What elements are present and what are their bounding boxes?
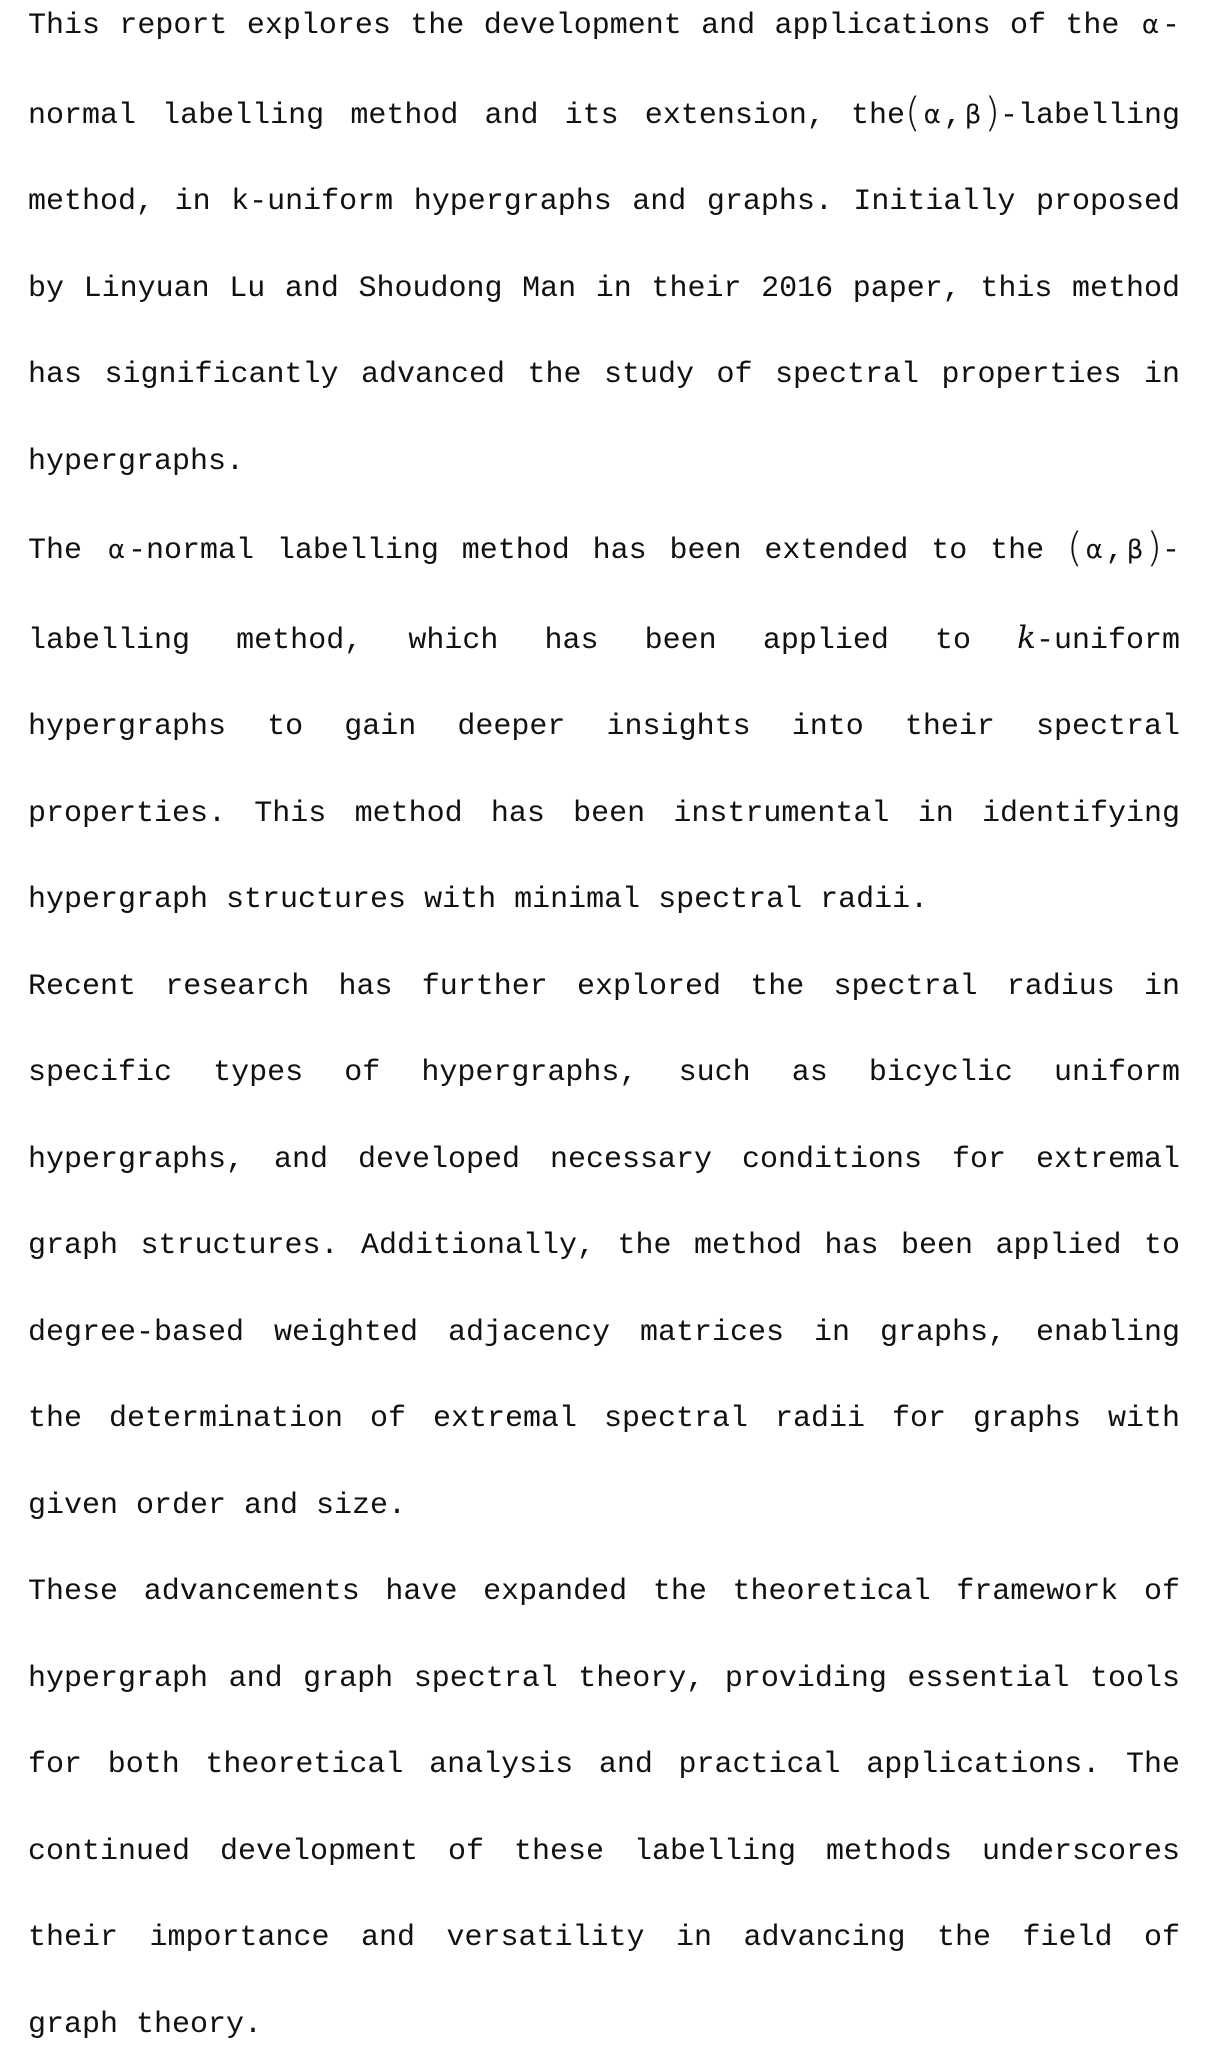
comma: , [943, 98, 962, 133]
comma: , [1105, 534, 1124, 568]
text-run: -labelling method, in [28, 98, 1180, 219]
alpha-symbol: α [1141, 10, 1159, 40]
beta-symbol: β [1126, 535, 1144, 565]
k-variable: k [1017, 619, 1036, 656]
text-run: -labelling method, which has been applied to [28, 534, 1180, 658]
alpha-symbol: α [923, 99, 941, 130]
open-paren: ( [1067, 525, 1083, 571]
text-run: -normal labelling method and its extension, the [28, 9, 1180, 133]
beta-symbol: β [964, 99, 982, 130]
k-variable: k [231, 185, 250, 219]
text-run: This report explores the development and applications of the [28, 9, 1139, 43]
paragraph-3: Recent research has further explored the spectral radius in specific types of hypergraphs, such as bicyclic uniform hypergraphs, and developed necessary conditions for extremal graph structures. Additionally, the method has been applied to degree-based weighted adjacency matrices in graphs, enabling the determination of extremal spectral radii for graphs with given order and size. [28, 969, 1180, 1523]
text-run: The [28, 534, 105, 568]
alpha-symbol: α [107, 535, 126, 565]
paragraph-4: These advancements have expanded the theoretical framework of hypergraph and graph spectral theory, providing essential tools for both theoretical analysis and practical applications. The continued development of these labelling methods underscores their importance and versatility in advancing the field of graph theory. [28, 1575, 1180, 2042]
close-paren: ) [1146, 525, 1162, 571]
open-paren: ( [905, 89, 921, 136]
text-run: -normal labelling method has been extended to the [128, 534, 1068, 568]
paragraph-1 [28, 0, 1180, 505]
paragraph-2 [28, 505, 1180, 944]
alpha-symbol: α [1085, 535, 1103, 565]
close-paren: ) [984, 89, 1000, 136]
text-run: -uniform hypergraphs to gain deeper insights into their spectral properties. This method has been instrumental in identifying hypergraph structures with minimal spectral radii. [28, 623, 1180, 917]
text-run: -uniform hypergraphs and graphs. Initially proposed by Linyuan Lu and Shoudong Man in their 2016 paper, this method has significantly advanced the study of spectral properties in hypergraphs. [28, 185, 1180, 479]
